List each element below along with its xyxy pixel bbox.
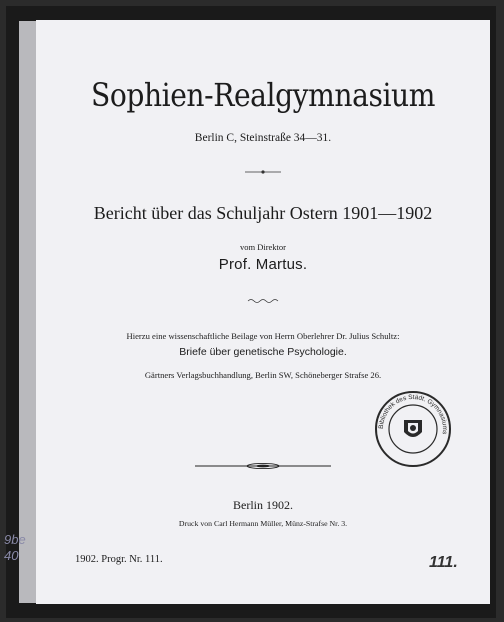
wavy-ornament (246, 298, 280, 304)
publisher-line: Gärtners Verlagsbuchhandlung, Berlin SW, Schöneberger Strafse 26. (144, 370, 382, 380)
school-address: Berlin C, Steinstraße 34—31. (194, 132, 332, 144)
program-number: 1902. Progr. Nr. 111. (75, 554, 163, 565)
call-number-line-1: 9be (4, 532, 26, 547)
handwritten-call-number (4, 532, 26, 564)
printer-line: Druck von Carl Hermann Müller, Münz-Strafse Nr. 3. (178, 519, 348, 528)
city-year: Berlin 1902. (233, 498, 293, 512)
vom-direktor: vom Direktor (239, 242, 287, 252)
supplement-title: Briefe über genetische Psychologie. (179, 346, 347, 358)
library-stamp (374, 390, 452, 468)
handwritten-number: 111. (429, 554, 458, 571)
report-heading: Bericht über das Schuljahr Ostern 1901—1902 (93, 203, 433, 223)
book-spine-strip (19, 21, 36, 603)
call-number-line-2: 40 (4, 548, 19, 563)
small-ornament (243, 168, 283, 176)
director-name: Prof. Martus. (218, 256, 308, 273)
stamp-text: Bibliothek des Städt. Gymnasiums (377, 393, 449, 435)
school-title: Sophien-Realgymnasium (90, 76, 435, 114)
rule-ornament (193, 462, 333, 470)
supplement-line: Hierzu eine wissenschaftliche Beilage von Herrn Oberlehrer Dr. Julius Schultz: (126, 331, 400, 341)
title-page (36, 20, 490, 604)
